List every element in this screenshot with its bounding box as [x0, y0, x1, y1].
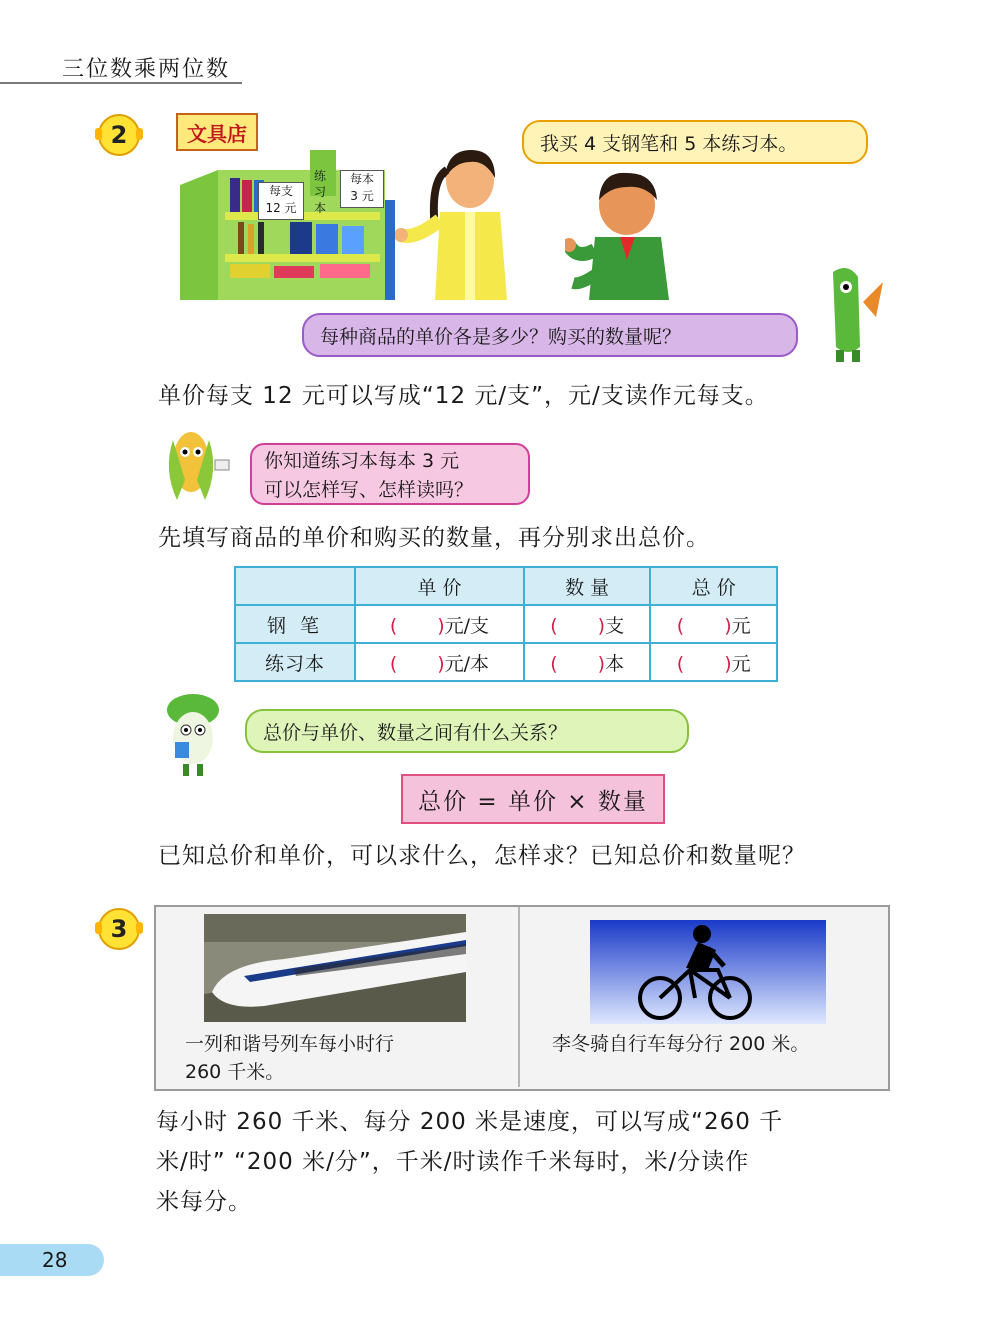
paren-close: ): [597, 614, 606, 637]
train-caption: [185, 1030, 394, 1086]
pea-mascot-icon: [808, 262, 888, 367]
paren-open: (: [676, 652, 685, 675]
speed-explanation-line3: 米每分。: [156, 1189, 252, 1215]
header-rule: [0, 82, 242, 84]
boy-speech-bubble: 我买 4 支钢笔和 5 本练习本。: [522, 120, 868, 164]
pen-total-cell[interactable]: [650, 605, 777, 643]
cabbage-mascot-icon: [155, 690, 235, 778]
pen-tag-line1: 每支: [268, 184, 293, 198]
paren-open: (: [550, 614, 558, 637]
paren-close: ): [437, 614, 445, 637]
question-bubble: 每种商品的单价各是多少？购买的数量呢？: [302, 313, 798, 357]
notebook-total-cell[interactable]: [650, 643, 777, 681]
notebook-qty-unit: 本: [605, 652, 625, 675]
table-header-row: [235, 567, 777, 605]
pen-qty-cell[interactable]: [524, 605, 651, 643]
example-2-badge: 2: [98, 114, 140, 156]
bike-caption: 李冬骑自行车每分行 200 米。: [552, 1033, 810, 1055]
pink-question-bubble: [250, 443, 530, 505]
boy-illustration: [565, 165, 685, 300]
followup-question: 已知总价和单价，可以求什么，怎样求？已知总价和数量呢？: [158, 843, 806, 869]
speed-explanation: [156, 1102, 896, 1222]
table-header-blank: [235, 567, 355, 605]
pink-bubble-line1: 你知道练习本每本 3 元: [264, 450, 460, 472]
chapter-title: 三位数乘两位数: [62, 57, 231, 82]
example-3-badge: 3: [98, 908, 140, 950]
paren-open: (: [676, 614, 685, 637]
paren-open: (: [550, 652, 558, 675]
notebook-price-unit: 元/本: [444, 652, 490, 675]
notebook-tag-line1: 每本: [349, 172, 374, 186]
corn-mascot-icon: [155, 420, 235, 508]
pen-price-unit: 元/支: [444, 614, 490, 637]
speed-explanation-line1: 每小时 260 千米、每分 200 米是速度，可以写成“260 千: [156, 1109, 784, 1135]
pen-tag-line2: 12 元: [265, 201, 297, 215]
table-row: [235, 643, 777, 681]
girl-illustration: [395, 140, 515, 300]
total-price-formula: 总价 = 单价 × 数量: [401, 774, 665, 824]
store-sign: 文具店: [176, 113, 258, 151]
notebook-total-unit: 元: [731, 652, 751, 675]
paren-open: (: [389, 614, 398, 637]
pen-price-tag: [258, 182, 304, 220]
instruction-text: 先填写商品的单价和购买的数量，再分别求出总价。: [158, 525, 710, 551]
pink-bubble-line2: 可以怎样写、怎样读吗？: [264, 479, 474, 501]
speed-explanation-line2: 米/时” “200 米/分”，千米/时读作千米每时，米/分读作: [156, 1149, 750, 1175]
unit-price-explanation: 单价每支 12 元可以写成“12 元/支”，元/支读作元每支。: [158, 383, 769, 409]
notebook-price-tag: [340, 170, 384, 208]
pen-price-cell[interactable]: [355, 605, 524, 643]
price-table: [234, 566, 778, 682]
row-item-pen: 钢 笔: [235, 605, 355, 643]
row-item-notebook: 练习本: [235, 643, 355, 681]
table-header-total: 总 价: [650, 567, 777, 605]
table-row: [235, 605, 777, 643]
page-number: 28: [0, 1244, 104, 1276]
spine-line2: 习: [313, 185, 326, 199]
train-photo: [204, 914, 466, 1022]
paren-close: ): [724, 614, 732, 637]
spine-line3: 本: [313, 201, 326, 215]
table-header-quantity: 数 量: [524, 567, 651, 605]
paren-close: ): [724, 652, 732, 675]
table-header-unit-price: 单 价: [355, 567, 524, 605]
paren-close: ): [597, 652, 606, 675]
cyclist-photo: [590, 920, 826, 1024]
relation-question-bubble: 总价与单价、数量之间有什么关系？: [245, 709, 689, 753]
train-caption-line1: 一列和谐号列车每小时行: [185, 1033, 395, 1055]
notebook-price-cell[interactable]: [355, 643, 524, 681]
notebook-qty-cell[interactable]: [524, 643, 651, 681]
notebook-spine-label: [308, 168, 332, 218]
paren-close: ): [437, 652, 445, 675]
paren-open: (: [389, 652, 398, 675]
photo-divider: [518, 907, 520, 1087]
pen-total-unit: 元: [731, 614, 751, 637]
notebook-tag-line2: 3 元: [350, 189, 374, 203]
spine-line1: 练: [313, 169, 326, 183]
train-caption-line2: 260 千米。: [185, 1061, 285, 1083]
pen-qty-unit: 支: [605, 614, 625, 637]
